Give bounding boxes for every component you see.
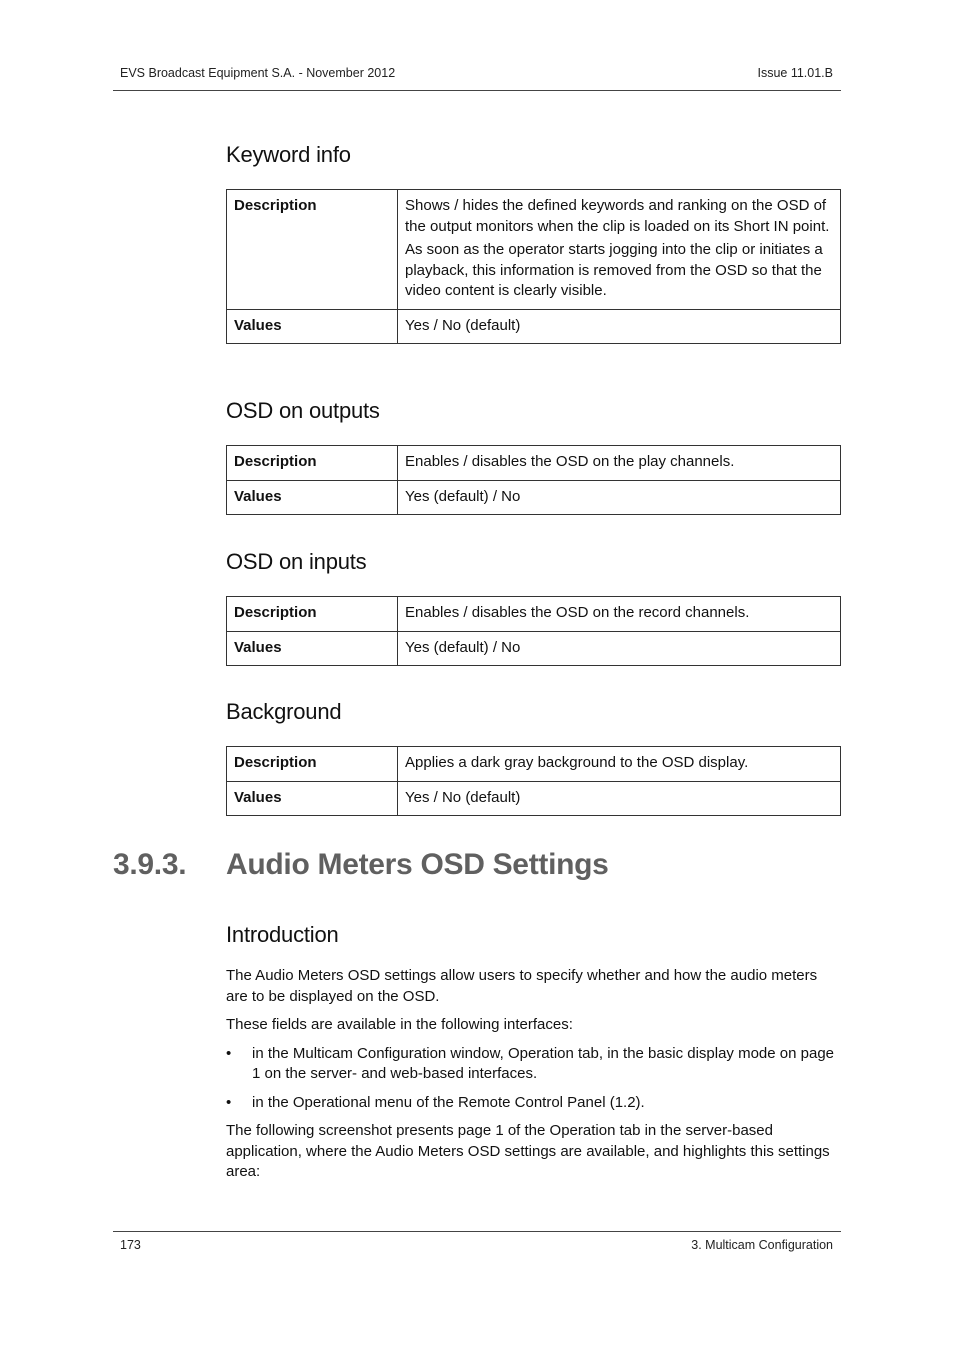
section-heading (113, 848, 609, 882)
row-value: Yes (default) / No (398, 631, 841, 666)
row-label: Values (227, 480, 398, 515)
heading-osd-on-outputs: OSD on outputs (226, 398, 380, 423)
row-value: Yes / No (default) (398, 309, 841, 344)
bullet-icon: • (226, 1093, 232, 1111)
header-publisher: EVS Broadcast Equipment S.A. - November 2012 (120, 66, 396, 80)
row-value: Enables / disables the OSD on the record channels. (398, 597, 841, 632)
row-value: Applies a dark gray background to the OSD display. (398, 747, 841, 782)
table-row (227, 309, 841, 344)
heading-osd-on-inputs: OSD on inputs (226, 549, 367, 574)
page-number: 173 (120, 1238, 141, 1252)
list-item (226, 1044, 841, 1085)
list-item-text: in the Multicam Configuration window, Operation tab, in the basic display mode on page 1 on the server- and web-based interfaces. (252, 1044, 835, 1082)
paragraph: The following screenshot presents page 1 of the Operation tab in the server-based application, where the Audio Meters OSD settings are available, and highlights this settings area: (226, 1122, 830, 1180)
table-row (227, 190, 841, 310)
paragraph: The Audio Meters OSD settings allow users to specify whether and how the audio meters are to be displayed on the OSD. (226, 967, 818, 1005)
heading-background: Background (226, 699, 342, 724)
description-text: Shows / hides the defined keywords and ranking on the OSD of the output monitors when the clip is loaded on its Short IN point. (405, 197, 830, 235)
table-keyword-info (226, 189, 841, 344)
heading-introduction: Introduction (226, 922, 339, 947)
row-label: Description (227, 597, 398, 632)
table-background (226, 746, 841, 816)
row-label: Values (227, 631, 398, 666)
row-value: Yes / No (default) (398, 781, 841, 816)
section-title: Audio Meters OSD Settings (226, 848, 609, 881)
table-row (227, 631, 841, 666)
list-item (226, 1093, 841, 1114)
introduction-body (226, 966, 841, 1191)
bullet-list (226, 1044, 841, 1114)
footer-divider (113, 1231, 841, 1232)
heading-keyword-info: Keyword info (226, 142, 351, 167)
footer-section: 3. Multicam Configuration (691, 1238, 833, 1252)
bullet-icon: • (226, 1044, 232, 1062)
table-row (227, 597, 841, 632)
table-row (227, 781, 841, 816)
section-number: 3.9.3. (113, 848, 187, 881)
row-label: Description (227, 190, 398, 310)
row-value: Yes (default) / No (398, 480, 841, 515)
table-osd-on-inputs (226, 596, 841, 666)
row-label: Values (227, 781, 398, 816)
table-row (227, 446, 841, 481)
row-value: Enables / disables the OSD on the play channels. (398, 446, 841, 481)
row-label: Description (227, 747, 398, 782)
row-label: Values (227, 309, 398, 344)
row-label: Description (227, 446, 398, 481)
description-text: As soon as the operator starts jogging into the clip or initiates a playback, this information is removed from the OSD so that the video content is clearly visible. (405, 241, 823, 299)
header-issue: Issue 11.01.B (757, 66, 833, 80)
row-value (398, 190, 841, 310)
header-divider (113, 90, 841, 91)
table-osd-on-outputs (226, 445, 841, 515)
paragraph: These fields are available in the following interfaces: (226, 1016, 573, 1033)
table-row (227, 747, 841, 782)
table-row (227, 480, 841, 515)
list-item-text: in the Operational menu of the Remote Control Panel (1.2). (252, 1093, 645, 1111)
